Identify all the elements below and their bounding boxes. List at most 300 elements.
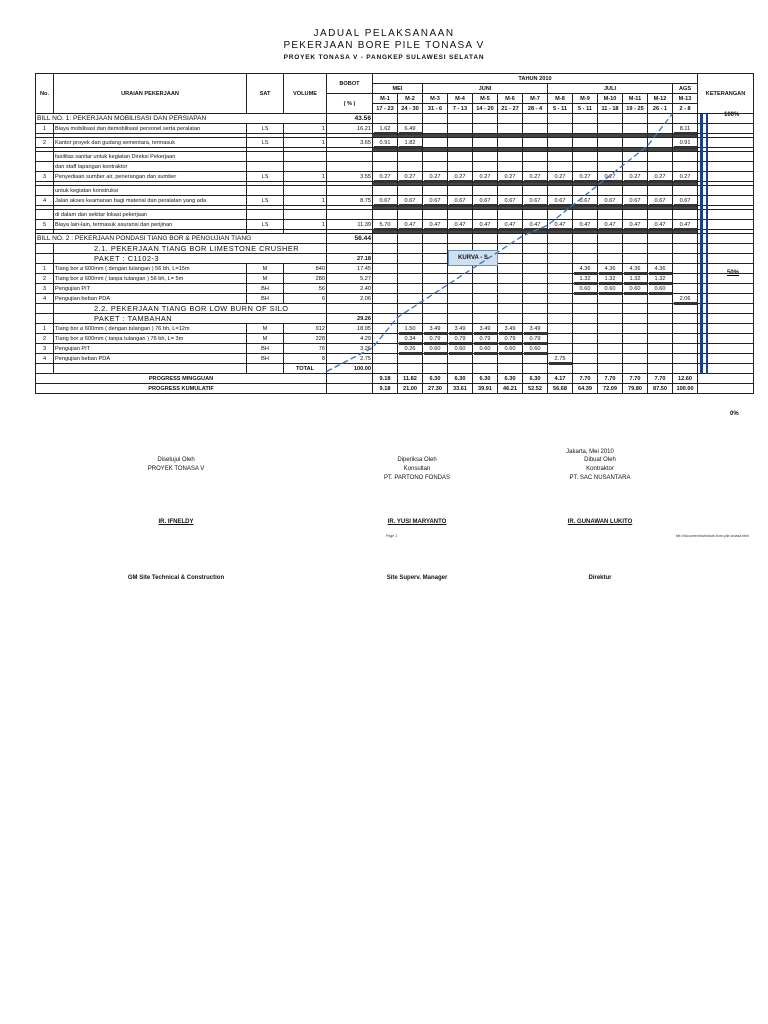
schedule-bar <box>399 228 422 231</box>
week-cell <box>373 234 398 244</box>
week-cell <box>598 162 623 172</box>
item-sat: LS <box>247 220 284 230</box>
week-header: M-13 <box>673 94 698 104</box>
week-cell: 0.91 <box>373 138 398 148</box>
sig-mid-name-wrap <box>317 518 517 527</box>
week-cell <box>573 364 598 374</box>
week-cell <box>498 244 523 254</box>
package-bobot <box>327 304 373 314</box>
week-cell <box>598 324 623 334</box>
week-cell <box>373 354 398 364</box>
week-cell <box>523 234 548 244</box>
week-cell: 0.47 <box>573 220 598 230</box>
week-cell <box>523 244 548 254</box>
schedule-bar <box>524 180 547 183</box>
week-cell: 0.67 <box>573 196 598 206</box>
week-cell: 0.27 <box>373 172 398 182</box>
schedule-bar <box>474 352 497 355</box>
week-cell <box>473 114 498 124</box>
week-cell <box>623 234 648 244</box>
week-cell <box>423 124 448 134</box>
week-cell: 0.47 <box>473 220 498 230</box>
week-cell <box>548 162 573 172</box>
schedule-bar <box>624 204 647 207</box>
schedule-bar <box>649 228 672 231</box>
week-cell <box>598 354 623 364</box>
col-no: No. <box>36 74 54 114</box>
week-cell: 8.11 <box>673 124 698 134</box>
week-cell <box>498 234 523 244</box>
item-no <box>36 186 54 196</box>
week-cell <box>498 186 523 196</box>
week-cell: 0.27 <box>423 172 448 182</box>
progress-cumulative-value: 9.18 <box>373 384 398 394</box>
keterangan-bar <box>700 114 703 374</box>
week-cell <box>473 234 498 244</box>
week-cell: 0.27 <box>498 172 523 182</box>
progress-cumulative-value: 64.39 <box>573 384 598 394</box>
week-cell <box>523 314 548 324</box>
week-cell <box>373 186 398 196</box>
week-cell <box>423 234 448 244</box>
week-cell <box>498 114 523 124</box>
week-cell <box>623 294 648 304</box>
week-cell <box>573 314 598 324</box>
item-bobot: 4.29 <box>327 334 373 344</box>
week-header: M-11 <box>623 94 648 104</box>
week-cell: 0.27 <box>548 172 573 182</box>
total-bobot: 100.00 <box>327 364 373 374</box>
week-cell <box>523 274 548 284</box>
item-no: 1 <box>36 324 54 334</box>
week-cell <box>423 364 448 374</box>
week-cell <box>373 162 398 172</box>
schedule-bar <box>474 204 497 207</box>
week-cell <box>548 152 573 162</box>
schedule-bar <box>524 228 547 231</box>
week-cell <box>648 294 673 304</box>
progress-cumulative-label: PROGRESS KUMULATIF <box>36 384 327 394</box>
week-cell <box>448 274 473 284</box>
week-cell: 0.27 <box>523 172 548 182</box>
week-cell <box>548 294 573 304</box>
package-heading: 2.2. PEKERJAAN TIANG BOR LOW BURN OF SILO <box>54 304 327 314</box>
item-uraian: Tiang bor ⌀ 600mm ( tanpa tulangan ) 56 bh, L= 5m <box>54 274 247 284</box>
ket-100-percent: 100% <box>724 112 740 118</box>
week-cell <box>498 138 523 148</box>
week-cell <box>448 354 473 364</box>
week-cell <box>373 244 398 254</box>
item-volume <box>284 152 327 162</box>
week-cell: 0.79 <box>423 334 448 344</box>
schedule-bar <box>399 352 422 355</box>
week-cell: 2.06 <box>673 294 698 304</box>
week-cell <box>423 138 448 148</box>
week-cell <box>598 234 623 244</box>
week-cell <box>448 284 473 294</box>
week-cell <box>523 264 548 274</box>
bill-bobot: 43.56 <box>327 114 373 124</box>
week-cell <box>498 354 523 364</box>
week-cell <box>373 344 398 354</box>
item-sat: M <box>247 264 284 274</box>
week-cell <box>573 138 598 148</box>
week-cell: 0.60 <box>473 344 498 354</box>
schedule-bar <box>649 292 672 295</box>
sig-mid-role2: Konsultan <box>403 466 431 472</box>
progress-weekly-value: 4.17 <box>548 374 573 384</box>
week-cell <box>673 304 698 314</box>
week-cell: 3.49 <box>498 324 523 334</box>
week-header: M-9 <box>573 94 598 104</box>
sig-right-name-wrap <box>500 518 700 527</box>
week-cell <box>648 314 673 324</box>
item-no <box>36 152 54 162</box>
week-cell <box>573 324 598 334</box>
item-uraian: Pengujian PIT <box>54 344 247 354</box>
sig-left-org: PROYEK TONASA V <box>147 466 205 472</box>
progress-cumulative-value: 87.50 <box>648 384 673 394</box>
schedule-bar <box>574 292 597 295</box>
item-uraian: Tiang bor ⌀ 600mm ( dengan tulangan ) 76 bh, L=12m <box>54 324 247 334</box>
progress-weekly-value: 6.30 <box>423 374 448 384</box>
week-cell <box>673 234 698 244</box>
week-cell <box>598 254 623 264</box>
schedule-bar <box>524 204 547 207</box>
week-cell: 4.36 <box>573 264 598 274</box>
col-keterangan: KETERANGAN <box>698 74 754 114</box>
item-no: 2 <box>36 274 54 284</box>
week-cell <box>423 210 448 220</box>
week-cell <box>473 364 498 374</box>
week-cell <box>648 210 673 220</box>
schedule-bar <box>499 204 522 207</box>
col-uraian: URAIAN PEKERJAAN <box>54 74 247 114</box>
week-cell <box>373 114 398 124</box>
week-cell <box>448 138 473 148</box>
schedule-bar <box>599 292 622 295</box>
item-volume: 56 <box>284 284 327 294</box>
week-cell <box>648 354 673 364</box>
schedule-bar <box>474 228 497 231</box>
schedule-bar <box>649 282 672 285</box>
week-cell: 0.67 <box>623 196 648 206</box>
table-row <box>36 334 754 344</box>
week-cell <box>523 186 548 196</box>
week-cell <box>548 138 573 148</box>
week-cell <box>623 186 648 196</box>
signature-left <box>76 456 276 474</box>
week-cell <box>548 210 573 220</box>
schedule-bar <box>674 228 697 231</box>
week-cell <box>448 364 473 374</box>
week-cell <box>523 364 548 374</box>
week-cell <box>598 244 623 254</box>
week-cell <box>448 186 473 196</box>
week-cell <box>548 264 573 274</box>
package-heading: PAKET : TAMBAHAN <box>54 314 327 324</box>
week-cell <box>673 354 698 364</box>
item-sat: BH <box>247 354 284 364</box>
week-cell <box>448 114 473 124</box>
date-range-header: 31 - 6 <box>423 104 448 114</box>
schedule-bar <box>524 342 547 345</box>
progress-cumulative-row <box>36 384 754 394</box>
item-bobot <box>327 186 373 196</box>
week-cell <box>673 152 698 162</box>
week-cell <box>598 210 623 220</box>
week-cell <box>623 114 648 124</box>
schedule-bar <box>424 204 447 207</box>
week-cell <box>523 138 548 148</box>
week-cell <box>473 162 498 172</box>
week-cell <box>598 364 623 374</box>
schedule-bar <box>624 272 647 275</box>
week-cell <box>498 264 523 274</box>
week-cell <box>498 304 523 314</box>
week-cell <box>423 304 448 314</box>
progress-weekly-value: 9.18 <box>373 374 398 384</box>
sig-right-name: IR. GUNAWAN LUKITO <box>567 519 633 525</box>
week-cell: 3.49 <box>523 324 548 334</box>
table-row <box>36 314 754 324</box>
week-header: M-2 <box>398 94 423 104</box>
week-cell <box>373 264 398 274</box>
item-uraian: Penyediaan sumber air, penerangan dan sumber <box>54 172 247 182</box>
item-bobot: 11.39 <box>327 220 373 230</box>
week-cell: 0.60 <box>648 284 673 294</box>
progress-cumulative-value: 52.52 <box>523 384 548 394</box>
week-cell: 4.36 <box>648 264 673 274</box>
week-cell <box>373 294 398 304</box>
week-cell <box>648 162 673 172</box>
document-title-block <box>0 28 768 64</box>
item-uraian: Biaya mobilisasi dan demobilisasi personel serta peralatan <box>54 124 247 134</box>
progress-cumulative-value: 72.09 <box>598 384 623 394</box>
week-cell <box>673 264 698 274</box>
week-cell <box>598 294 623 304</box>
sig-left-title-wrap <box>76 574 276 583</box>
item-sat: M <box>247 274 284 284</box>
item-bobot <box>327 152 373 162</box>
progress-cumulative-value: 39.91 <box>473 384 498 394</box>
week-cell <box>623 364 648 374</box>
week-cell <box>548 364 573 374</box>
date-range-header: 5 - 11 <box>548 104 573 114</box>
schedule-bar <box>399 204 422 207</box>
schedule-bar <box>574 228 597 231</box>
schedule-bar <box>549 204 572 207</box>
week-cell <box>623 138 648 148</box>
schedule-bar <box>399 342 422 345</box>
week-cell: 4.36 <box>598 264 623 274</box>
week-cell <box>548 284 573 294</box>
schedule-bar <box>599 272 622 275</box>
week-cell <box>498 364 523 374</box>
schedule-bar <box>374 204 397 207</box>
table-row <box>36 294 754 304</box>
week-cell: 0.26 <box>398 344 423 354</box>
ket-50-percent: 50% <box>727 270 740 276</box>
week-cell <box>598 152 623 162</box>
package-bobot: 29.26 <box>327 314 373 324</box>
ket-0-percent: 0% <box>730 411 739 417</box>
item-volume: 1 <box>284 124 327 134</box>
week-cell <box>673 186 698 196</box>
week-cell <box>673 284 698 294</box>
week-cell: 0.27 <box>598 172 623 182</box>
item-uraian: Tiang bor ⌀ 600mm ( tanpa tulangan ) 76 bh, L= 3m <box>54 334 247 344</box>
item-bobot: 16.21 <box>327 124 373 134</box>
empty-cell <box>327 374 373 384</box>
keterangan-cell <box>698 374 754 384</box>
week-cell <box>523 162 548 172</box>
week-header: M-5 <box>473 94 498 104</box>
schedule-bar <box>549 362 572 365</box>
week-header: M-12 <box>648 94 673 104</box>
item-no: 2 <box>36 334 54 344</box>
week-cell <box>623 210 648 220</box>
week-cell <box>498 274 523 284</box>
week-cell <box>598 138 623 148</box>
week-cell <box>373 210 398 220</box>
item-uraian: Pengujian beban PDA <box>54 354 247 364</box>
title-location: PROYEK TONASA V - PANGKEP SULAWESI SELATAN <box>283 54 485 61</box>
week-cell: 0.60 <box>573 284 598 294</box>
empty-cell <box>247 364 284 374</box>
week-cell: 0.47 <box>598 220 623 230</box>
date-range-header: 5 - 11 <box>573 104 598 114</box>
week-cell <box>548 324 573 334</box>
item-no: 1 <box>36 124 54 134</box>
item-uraian: Biaya lain-lain, termasuk asuransi dan perijinan <box>54 220 247 230</box>
week-cell <box>623 334 648 344</box>
week-cell <box>523 210 548 220</box>
week-cell <box>423 354 448 364</box>
week-cell <box>473 274 498 284</box>
week-cell <box>473 186 498 196</box>
schedule-bar <box>424 180 447 183</box>
week-cell <box>623 344 648 354</box>
empty-cell <box>36 244 54 254</box>
table-row <box>36 254 754 264</box>
progress-cumulative-value: 100.00 <box>673 384 698 394</box>
bill-bobot: 56.44 <box>327 234 373 244</box>
empty-cell <box>36 304 54 314</box>
empty-cell <box>54 364 247 374</box>
week-cell <box>648 304 673 314</box>
item-bobot: 2.40 <box>327 284 373 294</box>
schedule-bar <box>574 204 597 207</box>
schedule-bar <box>674 132 697 135</box>
item-bobot <box>327 210 373 220</box>
week-cell: 1.50 <box>398 324 423 334</box>
package-heading: 2.1. PEKERJAAN TIANG BOR LIMESTONE CRUSHER <box>54 244 327 254</box>
week-cell <box>623 324 648 334</box>
week-header: M-10 <box>598 94 623 104</box>
week-header: M-1 <box>373 94 398 104</box>
sig-right-title: Direktur <box>588 575 612 581</box>
week-cell: 0.67 <box>423 196 448 206</box>
sig-mid-name: IR. YUSI MARYANTO <box>387 519 447 525</box>
week-cell <box>373 334 398 344</box>
week-cell: 3.49 <box>473 324 498 334</box>
schedule-bar <box>674 180 697 183</box>
week-cell <box>373 364 398 374</box>
week-cell <box>448 234 473 244</box>
week-cell <box>648 124 673 134</box>
week-cell <box>423 152 448 162</box>
item-uraian: fasilitas sanitar untuk kegiatan Direksi Pekerjaan <box>54 152 247 162</box>
week-cell <box>573 186 598 196</box>
schedule-bar <box>599 180 622 183</box>
signature-right <box>500 456 700 483</box>
week-cell <box>573 244 598 254</box>
footer-path: file:///document/schedule-bore-pile-tonasa.html <box>676 534 749 538</box>
schedule-bar <box>624 292 647 295</box>
item-uraian: dan staff lapangan kontraktor <box>54 162 247 172</box>
schedule-bar <box>399 146 422 149</box>
week-cell <box>373 254 398 264</box>
schedule-bar <box>424 228 447 231</box>
week-cell <box>673 254 698 264</box>
week-cell <box>473 152 498 162</box>
week-cell <box>448 124 473 134</box>
item-volume: 1 <box>284 220 327 230</box>
week-cell <box>473 314 498 324</box>
schedule-bar <box>449 180 472 183</box>
schedule-bar <box>424 332 447 335</box>
table-row <box>36 234 754 244</box>
week-cell: 0.67 <box>523 196 548 206</box>
schedule-bar <box>499 342 522 345</box>
sig-right-role: Dibuat Oleh <box>584 457 616 463</box>
week-cell: 1.82 <box>398 138 423 148</box>
col-sat: SAT <box>247 74 284 114</box>
schedule-bar <box>649 180 672 183</box>
week-cell <box>623 304 648 314</box>
footer-page: Page 1 <box>386 534 398 538</box>
week-cell <box>523 152 548 162</box>
month-header: JUNI <box>423 84 548 94</box>
schedule-bar <box>449 332 472 335</box>
week-header: M-6 <box>498 94 523 104</box>
week-cell <box>673 364 698 374</box>
week-cell <box>398 244 423 254</box>
week-cell <box>373 324 398 334</box>
week-cell <box>523 354 548 364</box>
week-cell: 0.60 <box>598 284 623 294</box>
keterangan-cell <box>698 384 754 394</box>
date-range-header: 14 - 20 <box>473 104 498 114</box>
week-cell <box>423 294 448 304</box>
week-cell <box>573 162 598 172</box>
sig-left-title: GM Site Technical & Construction <box>127 575 225 581</box>
sig-right-role2: Kontraktor <box>586 466 614 472</box>
kurva-s-label: KURVA - S <box>448 250 498 266</box>
item-no: 4 <box>36 294 54 304</box>
week-cell: 0.47 <box>398 220 423 230</box>
week-cell: 0.60 <box>498 344 523 354</box>
week-header: M-7 <box>523 94 548 104</box>
schedule-bar <box>474 342 497 345</box>
week-cell <box>523 124 548 134</box>
week-cell <box>573 254 598 264</box>
week-cell <box>423 244 448 254</box>
week-cell: 0.47 <box>648 220 673 230</box>
bill-heading: BILL NO. 1: PEKERJAAN MOBILISASI DAN PERSIAPAN <box>36 114 327 124</box>
week-cell <box>398 284 423 294</box>
